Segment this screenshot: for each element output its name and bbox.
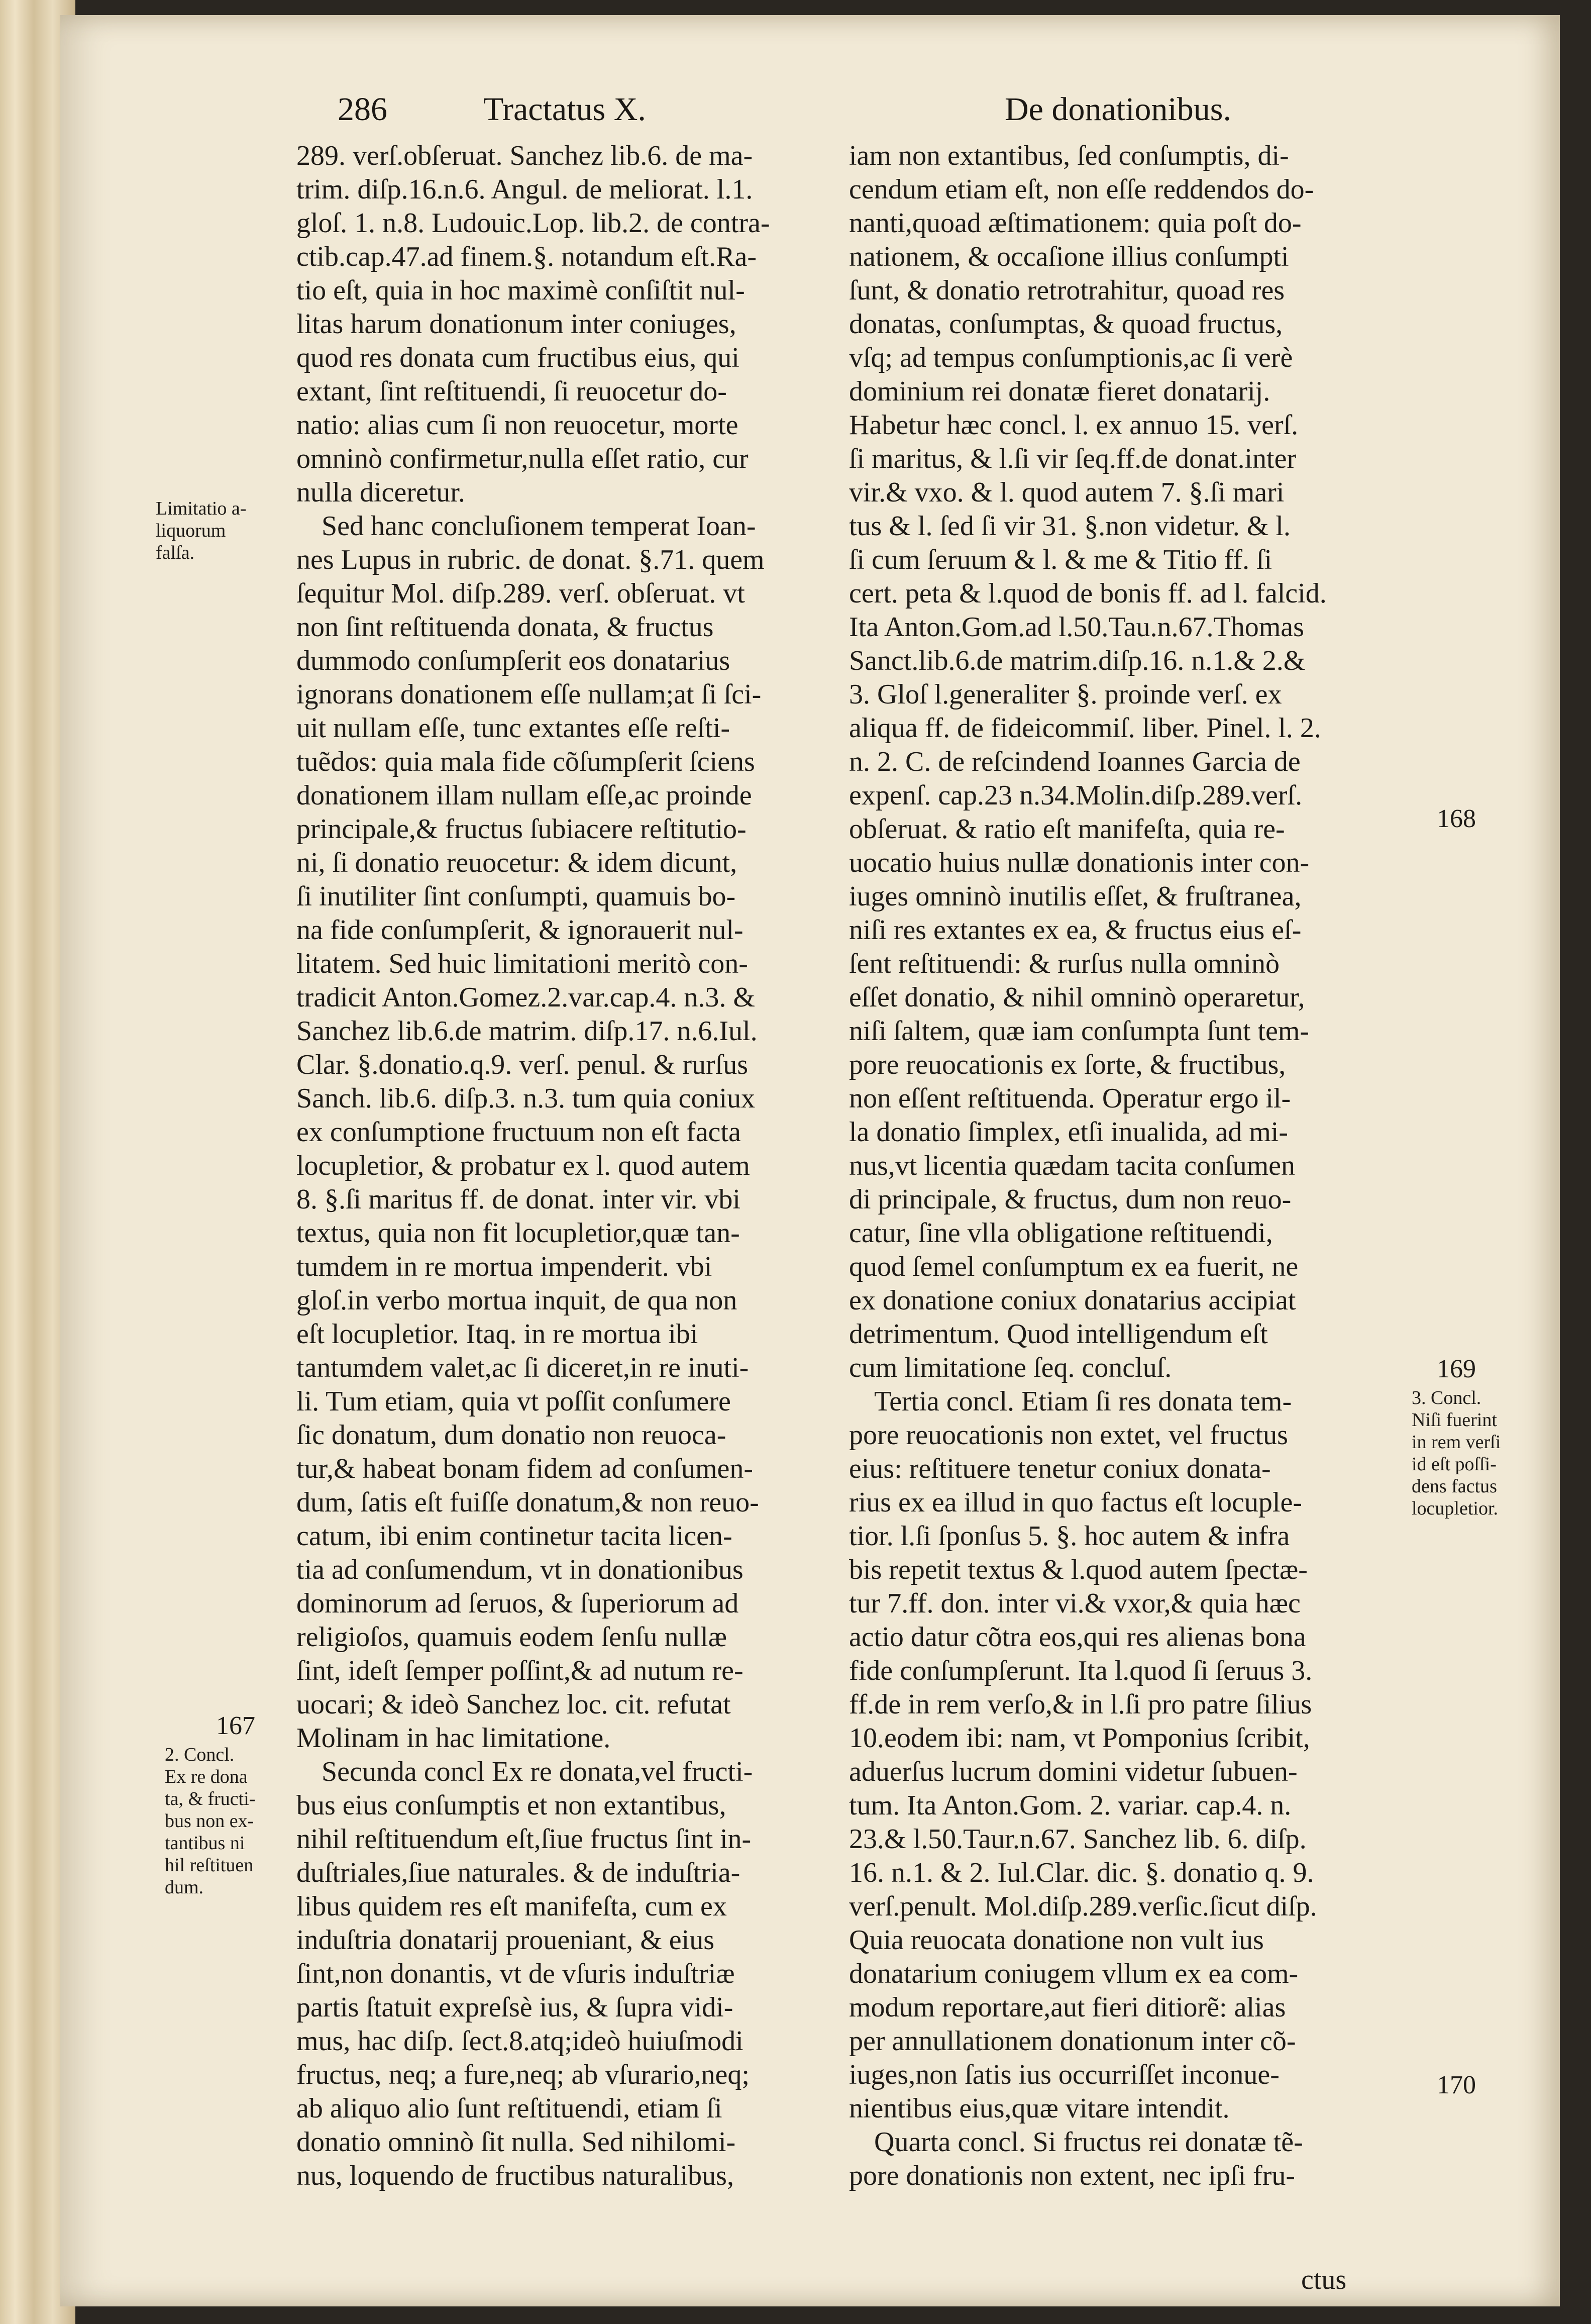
right-column-line: vſq; ad tempus conſumptionis,ac ſi verè bbox=[849, 342, 1293, 373]
right-column-line: nientibus eius,quæ vitare intendit. bbox=[849, 2093, 1230, 2124]
page-number: 286 bbox=[338, 91, 387, 128]
left-column-line: ab aliquo alio ſunt reſtituendi, etiam ſi bbox=[296, 2093, 722, 2124]
catchword: ctus bbox=[1301, 2264, 1347, 2295]
right-column-line: eſſet donatio, & nihil omninò operaretur, bbox=[849, 982, 1305, 1013]
right-column-line: ſent reſtituendi: & rurſus nulla omninò bbox=[849, 948, 1280, 979]
right-column-line: iam non extantibus, ſed conſumptis, di- bbox=[849, 140, 1289, 171]
left-column-line: Clar. §.donatio.q.9. verſ. penul. & rurſus bbox=[296, 1049, 748, 1080]
margin-number-167: 167 bbox=[216, 1711, 255, 1740]
left-column-line: uocari; & ideò Sanchez loc. cit. refutat bbox=[296, 1689, 731, 1720]
left-column-line: Sanch. lib.6. diſp.3. n.3. tum quia coniux bbox=[296, 1083, 756, 1114]
left-column-line: ſint, ideſt ſemper poſſint,& ad nutum re- bbox=[296, 1655, 744, 1686]
right-column-line: cum limitatione ſeq. concluſ. bbox=[849, 1352, 1172, 1383]
right-column-line: donatas, conſumptas, & quoad fructus, bbox=[849, 309, 1283, 340]
right-column-line: 10.eodem ibi: nam, vt Pomponius ſcribit, bbox=[849, 1723, 1310, 1754]
margin-note-167: 2. Concl. Ex re dona ta, & fructi- bus non ex- tantibus ni hil reſtituen dum. bbox=[165, 1744, 256, 1898]
left-column-line: locupletior, & probatur ex l. quod autem bbox=[296, 1150, 750, 1181]
right-column-line: tior. l.ſi ſponſus 5. §. hoc autem & infra bbox=[849, 1521, 1290, 1552]
left-column-line: ex conſumptione fructuum non eſt facta bbox=[296, 1117, 741, 1148]
left-column-line: ſic donatum, dum donatio non reuoca- bbox=[296, 1420, 726, 1451]
left-column-line: eſt locupletior. Itaq. in re mortua ibi bbox=[296, 1319, 698, 1350]
left-column-line: tur,& habeat bonam fidem ad conſumen- bbox=[296, 1453, 754, 1484]
right-column-line: rius ex ea illud in quo factus eſt locuple- bbox=[849, 1487, 1302, 1518]
left-column-line: nulla diceretur. bbox=[296, 477, 465, 508]
right-column-line: nanti,quoad æſtimationem: quia poſt do- bbox=[849, 208, 1302, 239]
right-column-line: nus,vt licentia quædam tacita conſumen bbox=[849, 1150, 1295, 1181]
right-column-line: Habetur hæc concl. l. ex annuo 15. verſ. bbox=[849, 410, 1299, 441]
right-column-line: iuges omninò inutilis eſſet, & fruſtranea, bbox=[849, 881, 1302, 912]
right-column-line: di principale, & fructus, dum non reuo- bbox=[849, 1184, 1292, 1215]
right-column-line: Quarta concl. Si fructus rei donatæ tẽ- bbox=[874, 2127, 1303, 2158]
right-column-line: non eſſent reſtituenda. Operatur ergo il- bbox=[849, 1083, 1291, 1114]
left-column-line: libus quidem res eſt manifeſta, cum ex bbox=[296, 1891, 727, 1922]
right-column-line: ſi maritus, & l.ſi vir ſeq.ff.de donat.inter bbox=[849, 443, 1297, 474]
left-column-line: partis ſtatuit expreſsè ius, & ſupra vidi- bbox=[296, 1992, 733, 2023]
right-column-line: verſ.penult. Mol.diſp.289.verſic.ſicut diſp. bbox=[849, 1891, 1317, 1922]
left-column-line: duſtriales,ſiue naturales. & de induſtria- bbox=[296, 1857, 740, 1888]
left-column-line: 289. verſ.obſeruat. Sanchez lib.6. de ma- bbox=[296, 140, 753, 171]
right-column-line: eius: reſtituere tenetur coniux donata- bbox=[849, 1453, 1271, 1484]
left-column-line: textus, quia non fit locupletior,quæ tan- bbox=[296, 1218, 740, 1249]
left-column-line: tumdem in re mortua impenderit. vbi bbox=[296, 1251, 712, 1282]
right-column-line: catur, ſine vlla obligatione reſtituendi, bbox=[849, 1218, 1273, 1249]
running-head-tractatus: Tractatus X. bbox=[483, 91, 646, 128]
right-column-line: tum. Ita Anton.Gom. 2. variar. cap.4. n. bbox=[849, 1790, 1292, 1821]
left-column-line: extant, ſint reſtituendi, ſi reuocetur do- bbox=[296, 376, 727, 407]
right-column-line: 16. n.1. & 2. Iul.Clar. dic. §. donatio q. 9. bbox=[849, 1857, 1314, 1888]
left-column-line: donatio omninò ſit nulla. Sed nihilomi- bbox=[296, 2127, 736, 2158]
margin-number-170: 170 bbox=[1437, 2071, 1476, 2099]
right-column-line: ſi cum ſeruum & l. & me & Titio ff. ſi bbox=[849, 544, 1272, 575]
right-column-line: Quia reuocata donatione non vult ius bbox=[849, 1925, 1264, 1956]
right-column-line: pore donationis non extent, nec ipſi fru- bbox=[849, 2160, 1295, 2191]
left-column-line: tia ad conſumendum, vt in donationibus bbox=[296, 1554, 744, 1585]
right-column-line: fide conſumpſerunt. Ita l.quod ſi ſeruus 3. bbox=[849, 1655, 1313, 1686]
left-column-line: gloſ. 1. n.8. Ludouic.Lop. lib.2. de contra- bbox=[296, 208, 770, 239]
right-column-line: ff.de in rem verſo,& in l.ſi pro patre ſilius bbox=[849, 1689, 1312, 1720]
right-column-line: quod ſemel conſumptum ex ea fuerit, ne bbox=[849, 1251, 1299, 1282]
left-column-line: na fide conſumpſerit, & ignorauerit nul- bbox=[296, 915, 744, 946]
right-column-line: uocatio huius nullæ donationis inter con- bbox=[849, 847, 1310, 878]
right-column-line: 3. Gloſ l.generaliter §. proinde verſ. ex bbox=[849, 679, 1282, 710]
left-column-line: tio eſt, quia in hoc maximè conſiſtit nul- bbox=[296, 275, 745, 306]
left-column-line: tradicit Anton.Gomez.2.var.cap.4. n.3. & bbox=[296, 982, 755, 1013]
book-page bbox=[60, 15, 1560, 2306]
right-column-line: 23.& l.50.Taur.n.67. Sanchez lib. 6. diſp. bbox=[849, 1824, 1307, 1855]
left-column-line: catum, ibi enim continetur tacita licen- bbox=[296, 1521, 732, 1552]
left-column-line: nihil reſtituendum eſt,ſiue fructus ſint in- bbox=[296, 1824, 752, 1855]
left-column-line: ctib.cap.47.ad finem.§. notandum eſt.Ra- bbox=[296, 241, 757, 272]
left-column-line: ſequitur Mol. diſp.289. verſ. obſeruat. vt bbox=[296, 578, 745, 609]
right-column-line: aduerſus lucrum domini videtur ſubuen- bbox=[849, 1756, 1298, 1787]
left-column-line: tuẽdos: quia mala fide cõſumpſerit ſciens bbox=[296, 746, 755, 777]
right-column-line: actio datur cõtra eos,qui res alienas bona bbox=[849, 1622, 1306, 1653]
right-column-line: bis repetit textus & l.quod autem ſpectæ- bbox=[849, 1554, 1308, 1585]
left-column-line: natio: alias cum ſi non reuocetur, morte bbox=[296, 410, 738, 441]
left-column-line: quod res donata cum fructibus eius, qui bbox=[296, 342, 739, 373]
left-column-line: gloſ.in verbo mortua inquit, de qua non bbox=[296, 1285, 737, 1316]
left-column-line: fructus, neq; a fure,neq; ab vſurario,neq; bbox=[296, 2059, 750, 2090]
right-column-line: donatarium coniugem vllum ex ea com- bbox=[849, 1958, 1299, 1989]
right-column-line: obſeruat. & ratio eſt manifeſta, quia re- bbox=[849, 814, 1285, 845]
running-head-title: De donationibus. bbox=[1005, 91, 1231, 128]
right-column-line: cert. peta & l.quod de bonis ff. ad l. falcid. bbox=[849, 578, 1327, 609]
right-column-line: pore reuocationis non extet, vel fructus bbox=[849, 1420, 1288, 1451]
left-column-line: Sed hanc concluſionem temperat Ioan- bbox=[322, 511, 756, 542]
margin-note-limitatio: Limitatio a- liquorum falſa. bbox=[156, 498, 247, 563]
left-column-line: omninò confirmetur,nulla eſſet ratio, cur bbox=[296, 443, 749, 474]
left-column-line: Molinam in hac limitatione. bbox=[296, 1723, 611, 1754]
right-column-line: Ita Anton.Gom.ad l.50.Tau.n.67.Thomas bbox=[849, 612, 1304, 643]
right-column-line: pore reuocationis ex ſorte, & fructibus, bbox=[849, 1049, 1286, 1080]
left-column-line: religioſos, quamuis eodem ſenſu nullæ bbox=[296, 1622, 727, 1653]
left-column-line: trim. diſp.16.n.6. Angul. de meliorat. l.1. bbox=[296, 174, 753, 205]
right-column-line: tus & l. ſed ſi vir 31. §.non videtur. & l. bbox=[849, 511, 1291, 542]
right-column-line: tur 7.ff. don. inter vi.& vxor,& quia hæc bbox=[849, 1588, 1301, 1619]
margin-note-169: 3. Concl. Niſi fuerint in rem verſi id eſt poſſi- dens factus locupletior. bbox=[1412, 1387, 1501, 1519]
right-column-line: vir.& vxo. & l. quod autem 7. §.ſi mari bbox=[849, 477, 1285, 508]
left-column-line: dum, ſatis eſt fuiſſe donatum,& non reuo- bbox=[296, 1487, 759, 1518]
left-column-line: Secunda concl Ex re donata,vel fructi- bbox=[322, 1756, 753, 1787]
right-column-line: Tertia concl. Etiam ſi res donata tem- bbox=[874, 1386, 1292, 1417]
left-column-line: bus eius conſumptis et non extantibus, bbox=[296, 1790, 726, 1821]
right-column-line: aliqua ff. de fideicommiſ. liber. Pinel. l. 2. bbox=[849, 713, 1321, 744]
left-column-line: mus, hac diſp. ſect.8.atq;ideò huiuſmodi bbox=[296, 2026, 744, 2057]
left-column-line: induſtria donatarij proueniant, & eius bbox=[296, 1925, 715, 1956]
left-column-line: Sanchez lib.6.de matrim. diſp.17. n.6.Iul. bbox=[296, 1016, 758, 1047]
left-column-line: tantumdem valet,ac ſi diceret,in re inuti- bbox=[296, 1352, 749, 1383]
left-column-line: nus, loquendo de fructibus naturalibus, bbox=[296, 2160, 734, 2191]
left-column-line: ſi inutiliter ſint conſumpti, quamuis bo- bbox=[296, 881, 736, 912]
right-column-line: expenſ. cap.23 n.34.Molin.diſp.289.verſ. bbox=[849, 780, 1303, 811]
left-column-line: litatem. Sed huic limitationi meritò con- bbox=[296, 948, 748, 979]
right-column-line: n. 2. C. de reſcindend Ioannes Garcia de bbox=[849, 746, 1301, 777]
left-column-line: dummodo conſumpſerit eos donatarius bbox=[296, 645, 730, 676]
left-column-line: li. Tum etiam, quia vt poſſit conſumere bbox=[296, 1386, 731, 1417]
right-column-line: Sanct.lib.6.de matrim.diſp.16. n.1.& 2.& bbox=[849, 645, 1306, 676]
left-column-line: dominorum ad ſeruos, & ſuperiorum ad bbox=[296, 1588, 739, 1619]
left-column-line: ni, ſi donatio reuocetur: & idem dicunt, bbox=[296, 847, 737, 878]
right-column-line: niſi res extantes ex ea, & fructus eius eſ- bbox=[849, 915, 1302, 946]
right-column-line: modum reportare,aut fieri ditiorẽ: alias bbox=[849, 1992, 1286, 2023]
left-column-line: non ſint reſtituenda donata, & fructus bbox=[296, 612, 714, 643]
right-column-line: cendum etiam eſt, non eſſe reddendos do- bbox=[849, 174, 1314, 205]
left-column-line: uit nullam eſſe, tunc extantes eſſe reſti- bbox=[296, 713, 730, 744]
right-column-line: iuges,non ſatis ius occurriſſet inconue- bbox=[849, 2059, 1280, 2090]
right-column-line: dominium rei donatæ fieret donatarij. bbox=[849, 376, 1270, 407]
margin-number-169: 169 bbox=[1437, 1355, 1476, 1383]
margin-number-168: 168 bbox=[1437, 804, 1476, 833]
right-column-line: ex donatione coniux donatarius accipiat bbox=[849, 1285, 1296, 1316]
left-column-line: nes Lupus in rubric. de donat. §.71. quem bbox=[296, 544, 765, 575]
left-column-line: litas harum donationum inter coniuges, bbox=[296, 309, 736, 340]
right-column-line: per annullationem donationum inter cõ- bbox=[849, 2026, 1296, 2057]
left-column-line: ignorans donationem eſſe nullam;at ſi ſci- bbox=[296, 679, 762, 710]
left-column-line: ſint,non donantis, vt de vſuris induſtriæ bbox=[296, 1958, 735, 1989]
right-column-line: ſunt, & donatio retrotrahitur, quoad res bbox=[849, 275, 1285, 306]
left-column-line: donationem illam nullam eſſe,ac proinde bbox=[296, 780, 752, 811]
left-column-line: 8. §.ſi maritus ff. de donat. inter vir. vbi bbox=[296, 1184, 740, 1215]
left-column-line: principale,& fructus ſubiacere reſtitutio- bbox=[296, 814, 747, 845]
right-column-line: niſi ſaltem, quæ iam conſumpta ſunt tem- bbox=[849, 1016, 1310, 1047]
right-column-line: la donatio ſimplex, etſi inualida, ad mi- bbox=[849, 1117, 1289, 1148]
right-column-line: nationem, & occaſione illius conſumpti bbox=[849, 241, 1289, 272]
right-column-line: detrimentum. Quod intelligendum eſt bbox=[849, 1319, 1268, 1350]
